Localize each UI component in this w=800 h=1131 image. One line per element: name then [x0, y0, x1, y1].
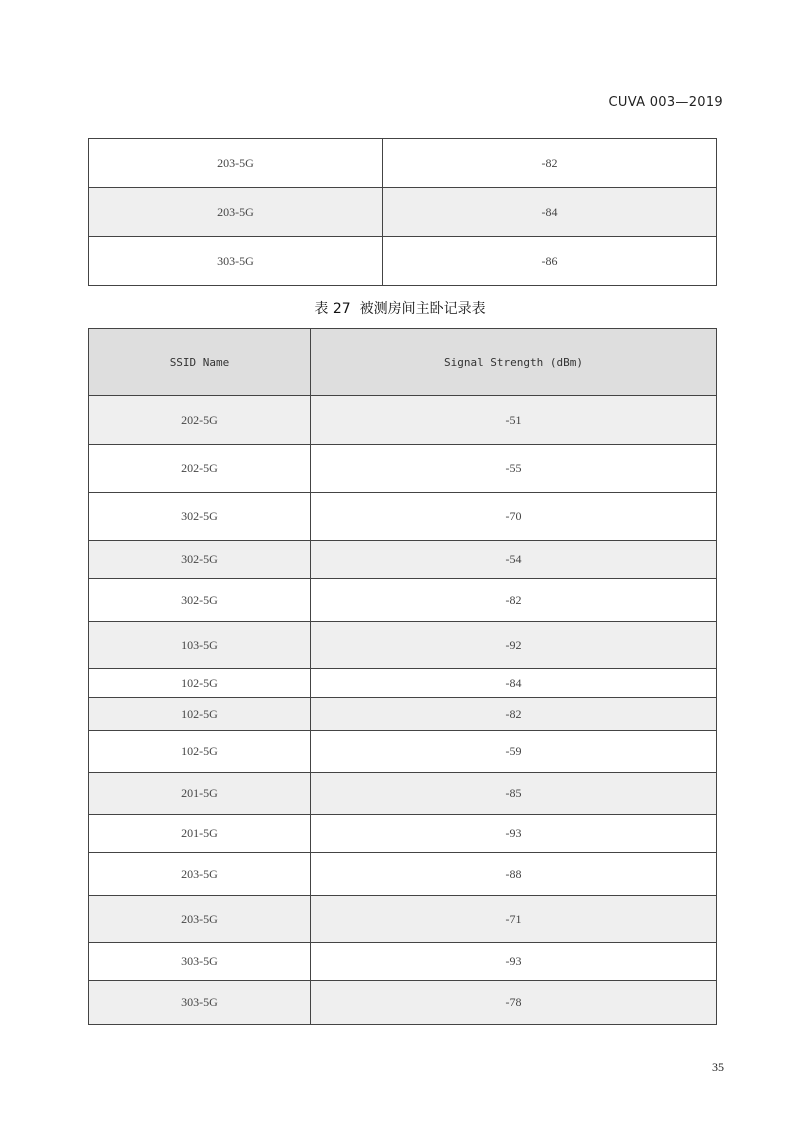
ssid-cell: 303-5G	[89, 981, 311, 1025]
signal-cell: -71	[311, 896, 717, 943]
column-header-signal: Signal Strength (dBm)	[311, 329, 717, 396]
table-row	[89, 981, 717, 1025]
table-row	[89, 731, 717, 773]
signal-cell: -86	[383, 237, 717, 286]
signal-cell: -59	[311, 731, 717, 773]
ssid-cell: 302-5G	[89, 493, 311, 541]
table-header-row	[89, 329, 717, 396]
ssid-cell: 202-5G	[89, 396, 311, 445]
signal-cell: -93	[311, 943, 717, 981]
signal-cell: -70	[311, 493, 717, 541]
table-row	[89, 493, 717, 541]
table-row	[89, 773, 717, 815]
ssid-cell: 302-5G	[89, 579, 311, 622]
signal-cell: -92	[311, 622, 717, 669]
table-row	[89, 445, 717, 493]
ssid-cell: 201-5G	[89, 815, 311, 853]
ssid-cell: 102-5G	[89, 669, 311, 698]
ssid-cell: 203-5G	[89, 188, 383, 237]
signal-cell: -54	[311, 541, 717, 579]
column-header-ssid: SSID Name	[89, 329, 311, 396]
signal-cell: -93	[311, 815, 717, 853]
document-code: CUVA 003—2019	[608, 95, 723, 110]
ssid-cell: 103-5G	[89, 622, 311, 669]
table-row	[89, 579, 717, 622]
ssid-cell: 102-5G	[89, 731, 311, 773]
ssid-cell: 203-5G	[89, 853, 311, 896]
table-row	[89, 188, 717, 237]
table-row	[89, 622, 717, 669]
ssid-cell: 203-5G	[89, 139, 383, 188]
table-row	[89, 541, 717, 579]
signal-cell: -82	[311, 698, 717, 731]
table-row	[89, 815, 717, 853]
ssid-cell: 303-5G	[89, 943, 311, 981]
table-row	[89, 669, 717, 698]
table-row	[89, 139, 717, 188]
page-number: 35	[712, 1060, 724, 1074]
ssid-cell: 102-5G	[89, 698, 311, 731]
table-row	[89, 698, 717, 731]
ssid-cell: 202-5G	[89, 445, 311, 493]
signal-cell: -85	[311, 773, 717, 815]
signal-cell: -82	[311, 579, 717, 622]
signal-cell: -51	[311, 396, 717, 445]
signal-cell: -84	[311, 669, 717, 698]
signal-cell: -55	[311, 445, 717, 493]
continued-table	[88, 138, 717, 286]
table-row	[89, 943, 717, 981]
ssid-cell: 203-5G	[89, 896, 311, 943]
ssid-cell: 201-5G	[89, 773, 311, 815]
signal-cell: -78	[311, 981, 717, 1025]
ssid-cell: 302-5G	[89, 541, 311, 579]
table-caption: 表 27 被测房间主卧记录表	[314, 301, 486, 317]
signal-cell: -88	[311, 853, 717, 896]
table-row	[89, 237, 717, 286]
table-row	[89, 896, 717, 943]
ssid-cell: 303-5G	[89, 237, 383, 286]
signal-cell: -84	[383, 188, 717, 237]
master-bedroom-table	[88, 328, 717, 1025]
table-row	[89, 396, 717, 445]
signal-cell: -82	[383, 139, 717, 188]
table-row	[89, 853, 717, 896]
